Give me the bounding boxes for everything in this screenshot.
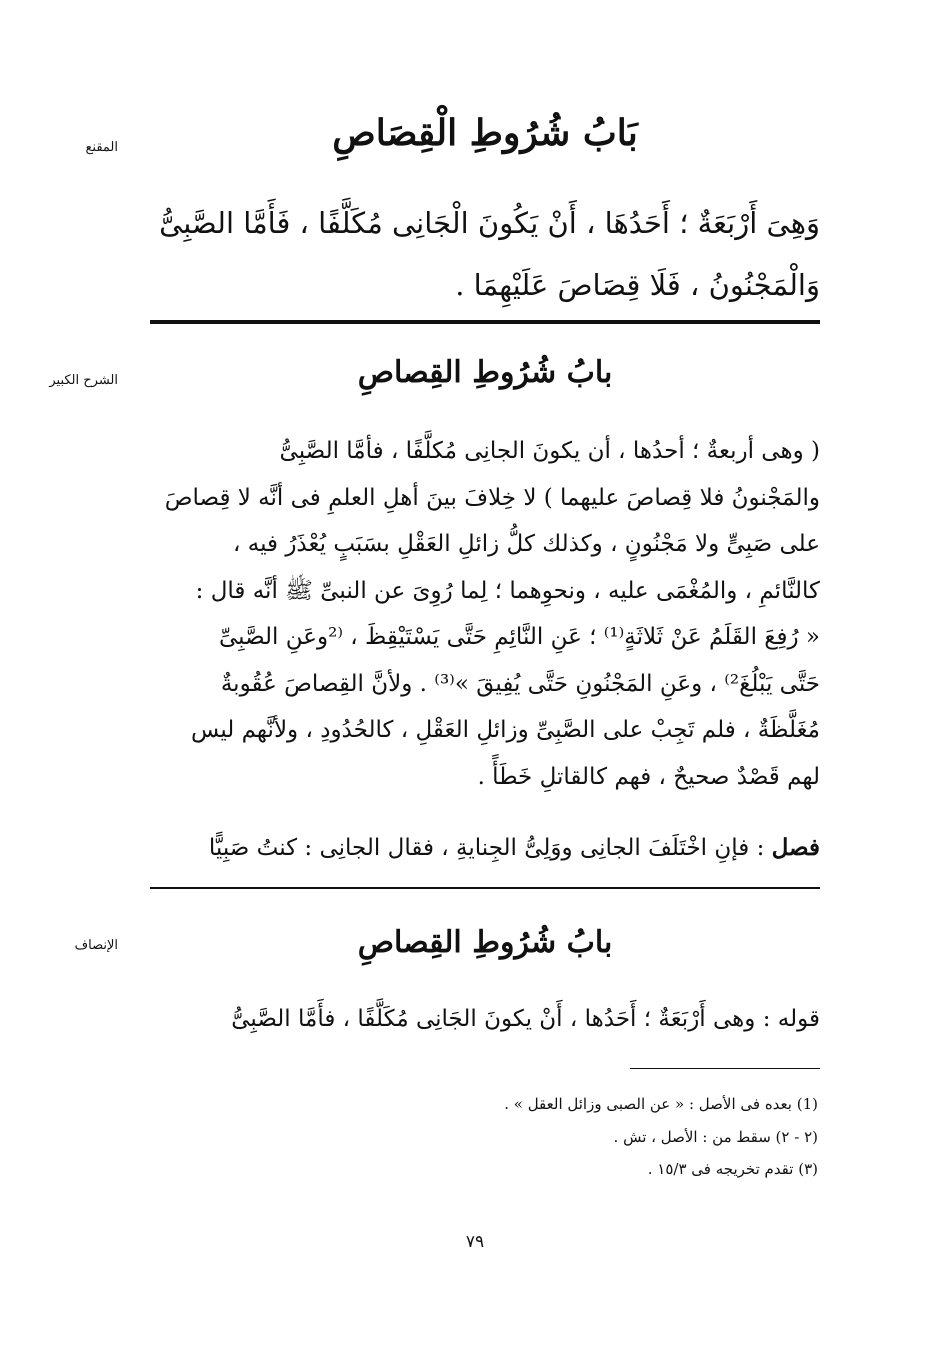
- margin-label-sharh: الشرح الكبير: [49, 373, 118, 388]
- body-line: على صَبِىٍّ ولا مَجْنُونٍ ، وكذلك كلُّ زائلِ العَقْلِ بسَبَبٍ يُعْذَرُ فيه ،: [233, 531, 820, 557]
- fasl-line: [150, 828, 820, 868]
- body-line: مُغَلَّظَةٌ ، فلم تَجِبْ على الصَّبِىِّ وزائلِ العَقْلِ ، كالحُدُودِ ، ولأنَّهم ليس: [191, 717, 820, 743]
- footnote-3: (٣) تقدم تخريجه فى ١٥/٣ .: [647, 1160, 818, 1178]
- body-line: لهم قَصْدٌ صحيحٌ ، فهم كالقاتلِ خَطَأً .: [477, 763, 820, 790]
- body-line: ( وهى أربعةٌ ؛ أحدُها ، أن يكونَ الجانِى مُكلَّفًا ، فأمَّا الصَّبِىُّ: [279, 438, 820, 464]
- page-number: ٧٩: [465, 1232, 485, 1252]
- section-title-insaf: بابُ شُرُوطِ القِصاصِ: [357, 925, 613, 960]
- body-line: وَهِىَ أَرْبَعَةٌ ؛ أَحَدُهَا ، أَنْ يَكُونَ الْجَانِى مُكَلَّفًا ، فَأَمَّا الصَّبِىُّ: [159, 206, 820, 240]
- margin-label-insaf: الإنصاف: [74, 938, 118, 953]
- body-line: حَتَّى يَبْلُغَ²⁾ ، وعَنِ المَجْنُونِ حَتَّى يُفِيقَ »⁽³⁾ . ولأنَّ القِصاصَ عُقُوبةٌ: [220, 670, 820, 697]
- body-line: قوله : وهى أَرْبَعَةٌ ؛ أَحَدُها ، أَنْ يكونَ الجَانِى مُكَلَّفًا ، فأَمَّا الصَّبِىُّ: [231, 1006, 820, 1032]
- body-line: وَالْمَجْنُونُ ، فَلَا قِصَاصَ عَلَيْهِمَا .: [455, 268, 820, 302]
- divider-thin: [150, 887, 820, 889]
- fasl-text: : فإنِ اخْتَلَفَ الجانِى ووَلِىُّ الجِنايةِ ، فقال الجانِى : كنتُ صَبِيًّا: [208, 835, 765, 861]
- body-line: والمَجْنونُ فلا قِصاصَ عليهما ) لا خِلافَ بينَ أهلِ العلمِ فى أنَّه لا قِصاصَ: [164, 484, 820, 511]
- body-sharh: [150, 428, 820, 800]
- body-line: « رُفِعَ القَلَمُ عَنْ ثَلاثَةٍ⁽¹⁾ ؛ عَنِ النَّائِمِ حَتَّى يَسْتَيْقِظَ ، ⁽²وعَنِ الصَّبِىِّ: [218, 624, 820, 650]
- fasl-paragraph: [150, 828, 820, 868]
- body-line: كالنَّائمِ ، والمُغْمَى عليه ، ونحوِهما ؛ لِما رُوِىَ عن النبىِّ ﷺ أنَّه قال :: [195, 577, 820, 604]
- body-muqni: [150, 192, 820, 316]
- footnote-2: (٢ - ٢) سقط من : الأصل ، تش .: [613, 1128, 818, 1146]
- margin-label-muqni: المقنع: [85, 140, 118, 155]
- section-title-muqni: بَابُ شُرُوطِ الْقِصَاصِ: [332, 112, 638, 154]
- footnote-separator: [630, 1068, 820, 1069]
- section-title-sharh: بابُ شُرُوطِ القِصاصِ: [357, 355, 613, 390]
- divider-thick: [150, 320, 820, 324]
- body-insaf: [150, 996, 820, 1042]
- fasl-label: فصل: [771, 834, 820, 861]
- footnote-1: (1) بعده فى الأصل : « عن الصبى وزائل العقل » .: [504, 1095, 818, 1113]
